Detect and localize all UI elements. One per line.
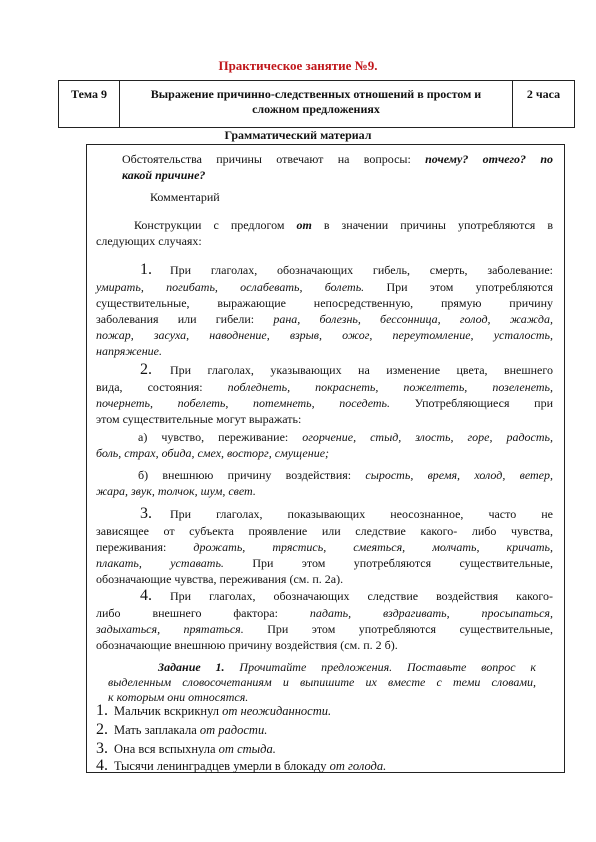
comment-heading: Комментарий: [150, 190, 220, 204]
intro-line: Обстоятельства причины отвечают на вопросы: почему? отчего? по: [122, 152, 554, 166]
item4-line1: 4. При глаголах, обозначающих следствие воздействия какого-: [140, 587, 553, 604]
item2-sub-b: б) внешнюю причину воздействия: сырость, время, холод, ветер,: [138, 468, 553, 482]
topic-table: [58, 80, 575, 128]
sentence-item: 1. Мальчик вскрикнул от неожиданности.: [96, 702, 332, 719]
item1-line2: умирать, погибать, ослабевать, болеть. При этом употребляются: [96, 280, 553, 294]
item2-sub-a: а) чувство, переживание: огорчение, стыд, злость, горе, радость,: [138, 430, 554, 444]
item1-line6: напряжение.: [96, 344, 162, 358]
intro-questions: какой причине?: [122, 168, 206, 182]
item2-line2: вида, состояния: побледнеть, покраснеть, пожелтеть, позеленеть,: [96, 380, 553, 394]
item1-line3: существительные, выражающие непосредственную, прямую причину: [96, 296, 553, 310]
item2-line3: почернеть, побелеть, потемнеть, поседеть. Употребляющиеся при: [96, 396, 553, 410]
hours: 2 часа: [526, 87, 561, 101]
task-line2: выделенным словосочетаниям и выпишите их вместе с теми словами,: [108, 675, 536, 689]
item1-line5: пожар, засуха, наводнение, взрыв, ожог, переутомление, усталость,: [96, 328, 553, 342]
item4-line4: обозначающие внешнюю причину воздействия (см. п. 2 б).: [96, 638, 398, 652]
item2-sub-a-cont: боль, страх, обида, смех, восторг, смущение;: [96, 446, 330, 460]
sentence-item: 4. Тысячи ленинградцев умерли в блокаду от голода.: [96, 757, 387, 774]
item2-line1: 2. При глаголах, указывающих на изменение цвета, внешнего: [140, 361, 553, 378]
item4-line3: задыхаться, прятаться. При этом употребляются существительные,: [96, 622, 554, 636]
construction-end: следующих случаях:: [96, 234, 202, 248]
page-title: Практическое занятие №9.: [218, 58, 378, 73]
task-line3: к которым они относятся.: [108, 690, 249, 704]
task-line1: Задание 1. Прочитайте предложения. Поставьте вопрос к: [158, 660, 536, 674]
item3-line5: обозначающие чувства, переживания (см. п. 2а).: [96, 572, 344, 586]
item3-line3: переживания: дрожать, трястись, смеяться, молчать, кричать,: [96, 540, 553, 554]
item1-line4: заболевания или гибели: рана, болезнь, бессонница, голод, жажда,: [96, 312, 553, 326]
item3-line2: зависящее от субъекта проявление или следствие какого- либо чувства,: [96, 524, 553, 538]
item3-line4: плакать, уставать. При этом употребляются существительные,: [96, 556, 554, 570]
item4-line2: либо внешнего фактора: падать, вздрагивать, просыпаться,: [96, 606, 554, 620]
item3-line1: 3. При глаголах, показывающих неосознанное, часто не: [140, 505, 553, 522]
section-subtitle: Грамматический материал: [224, 128, 372, 142]
sentence-item: 3. Она вся вспыхнула от стыда.: [96, 740, 276, 757]
construction-line: Конструкции с предлогом от в значении причины употребляются в: [134, 218, 554, 232]
topic-text: Выражение причинно-следственных отношений в простом и сложном предложениях: [120, 81, 513, 127]
item2-line4: этом существительные могут выражать:: [96, 412, 302, 426]
item2-sub-b-cont: жара, звук, толчок, шум, свет.: [96, 484, 256, 498]
sentence-item: 2. Мать заплакала от радости.: [96, 721, 268, 738]
topic-label: Тема 9: [59, 81, 120, 127]
item1-line1: 1. При глаголах, обозначающих гибель, смерть, заболевание:: [140, 261, 553, 278]
